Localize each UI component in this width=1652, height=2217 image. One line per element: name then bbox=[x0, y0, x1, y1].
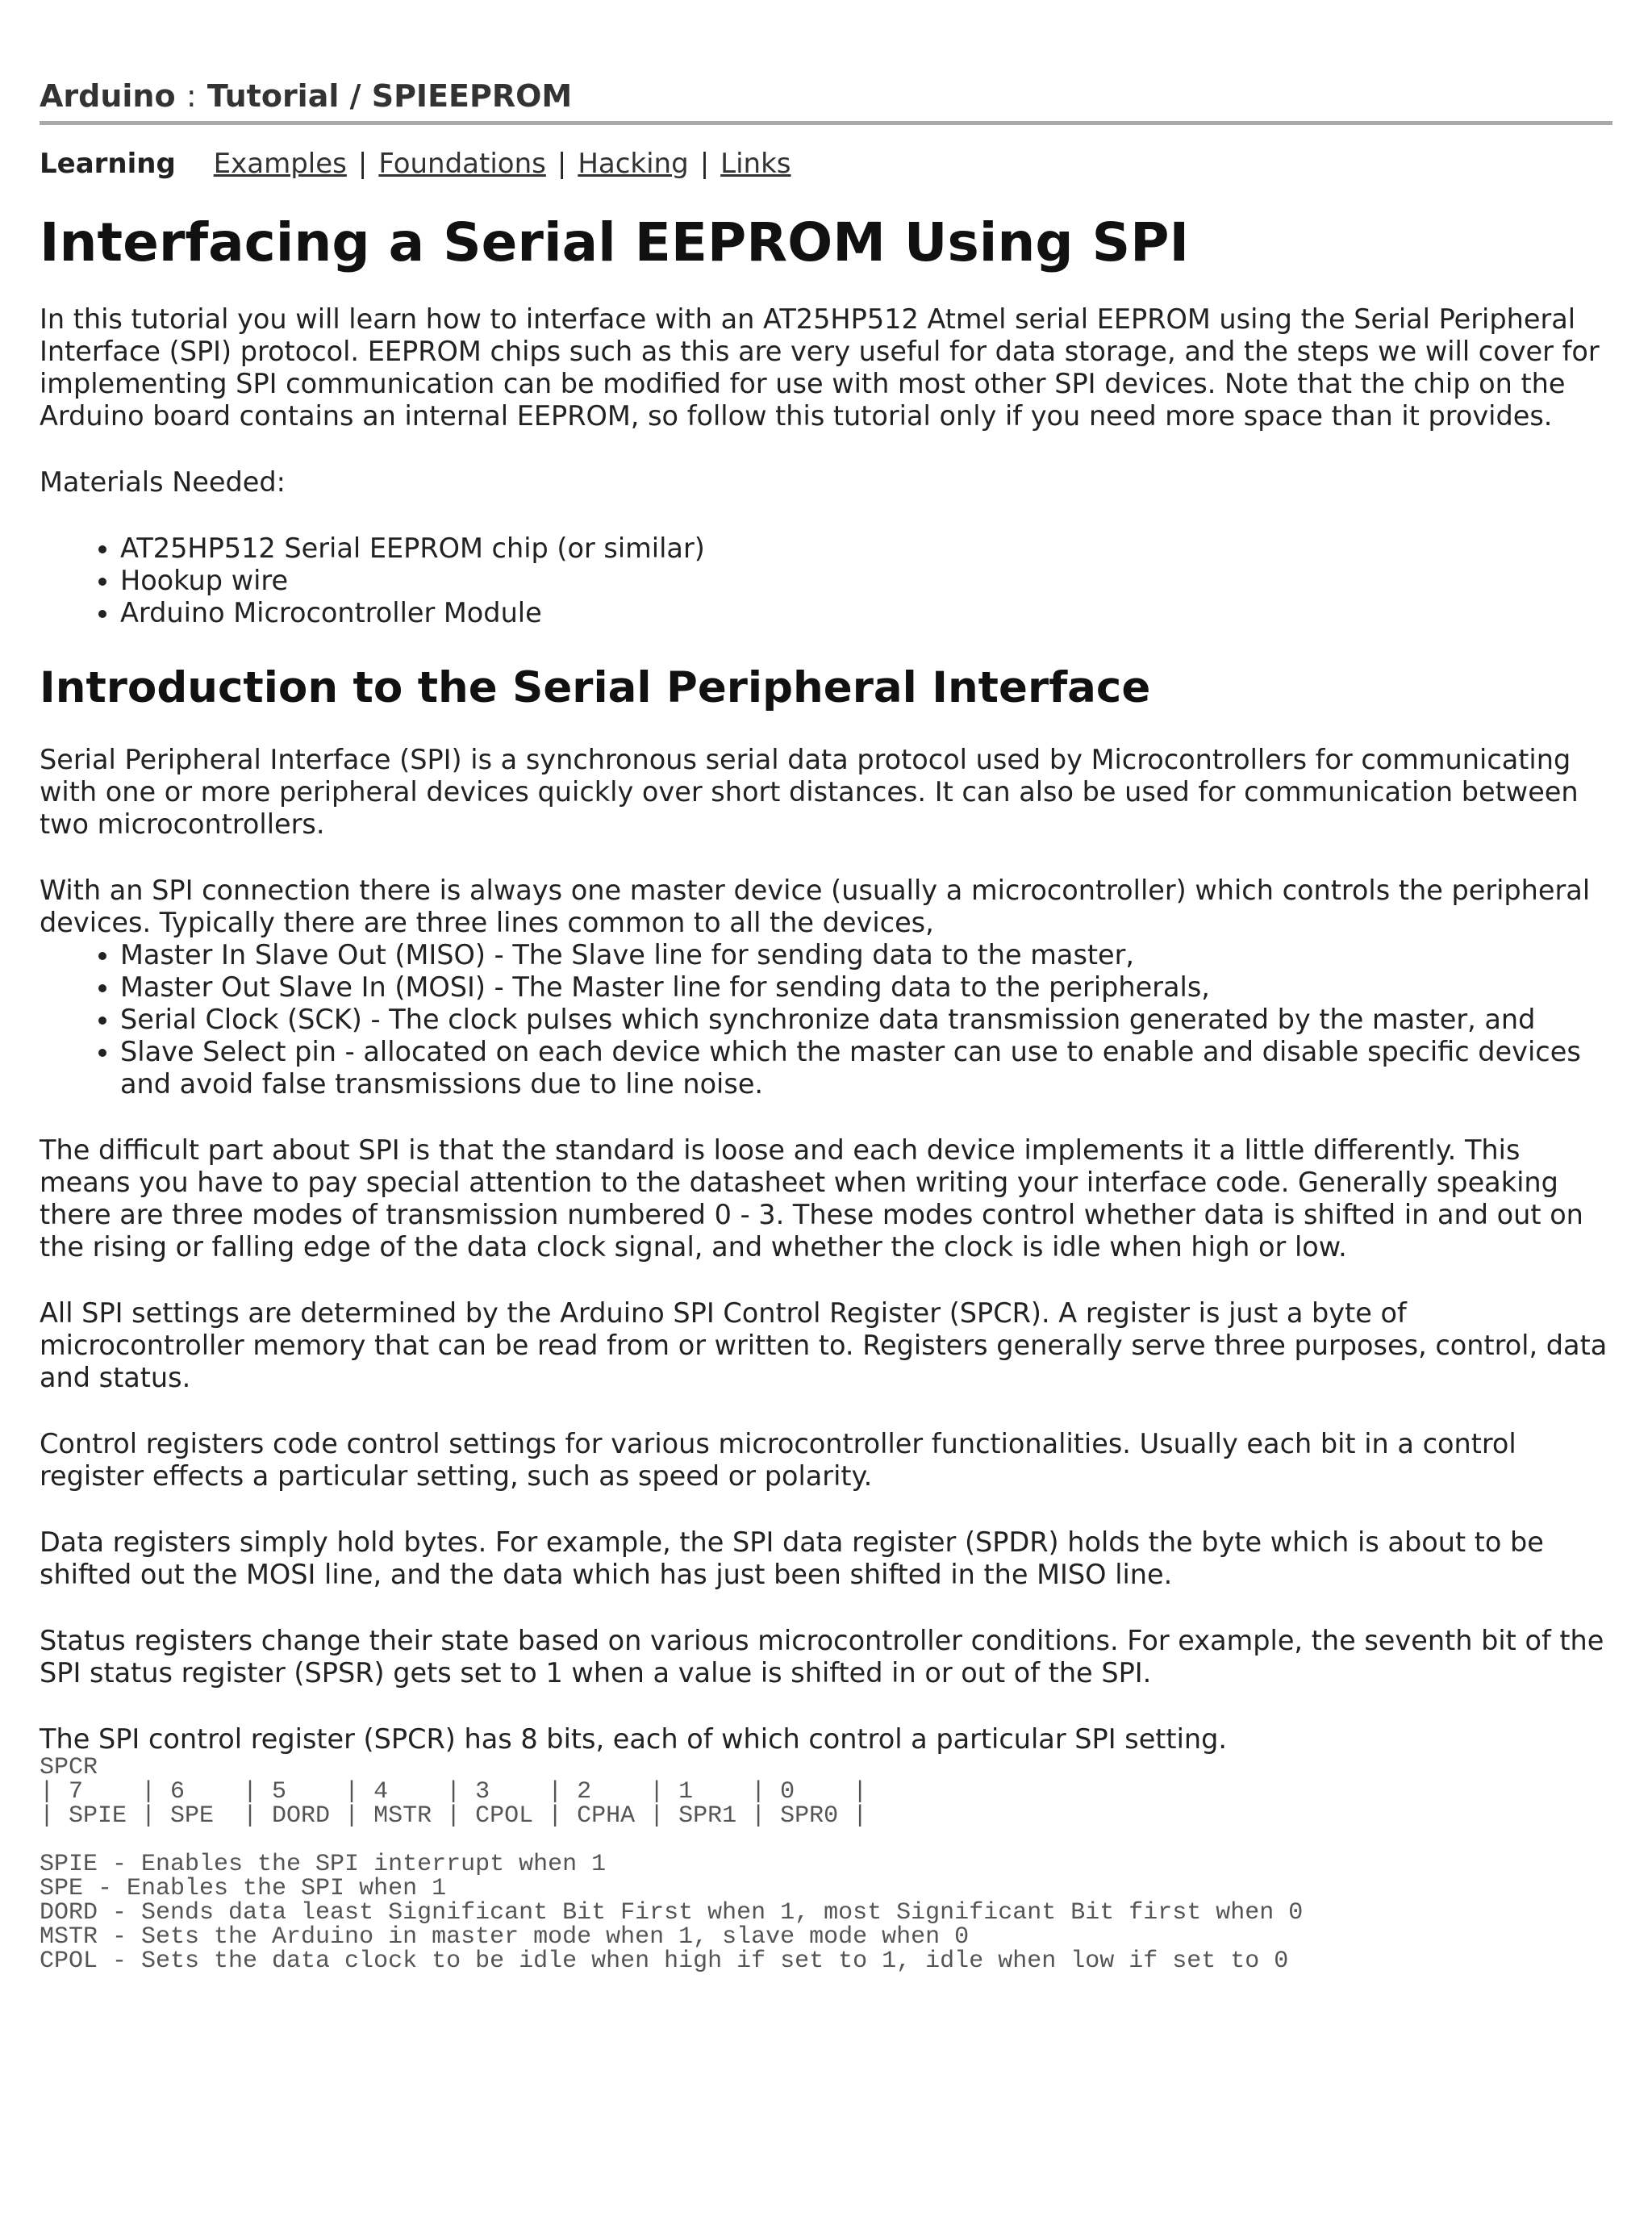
spcr-paragraph: All SPI settings are determined by the Arduino SPI Control Register (SPCR). A register is just a byte of microcontroller memory that can be read from or written to. Registers generally serve three purposes, control, data and status. bbox=[40, 1297, 1608, 1394]
list-item: • Slave Select pin - allocated on each device which the master can use to enable and disable specific devices and avoid false transmissions due to line noise. bbox=[120, 1036, 1612, 1100]
master-device-paragraph: With an SPI connection there is always one master device (usually a microcontroller) which controls the peripheral devices. Typically there are three lines common to all the devices, bbox=[40, 875, 1591, 939]
status-registers-paragraph: Status registers change their state based on various microcontroller conditions. For example, the seventh bit of the SPI status register (SPSR) gets set to 1 when a value is shifted in or out of the SPI. bbox=[40, 1625, 1604, 1689]
register-name: SPCR bbox=[40, 1754, 98, 1782]
register-code-block bbox=[40, 1754, 1612, 1976]
register-description: MSTR - Sets the Arduino in master mode when 1, slave mode when 0 bbox=[40, 1923, 970, 1952]
register-bits-row: | 7 | 6 | 5 | 4 | 3 | 2 | 1 | 0 | bbox=[40, 1778, 868, 1806]
spcr-bits-paragraph: The SPI control register (SPCR) has 8 bits, each of which control a particular SPI setting. bbox=[40, 1723, 1228, 1756]
nav-separator: | bbox=[699, 147, 710, 180]
list-item: • Master In Slave Out (MISO) - The Slave line for sending data to the master, bbox=[120, 939, 1612, 971]
learning-nav bbox=[40, 148, 1612, 181]
nav-link-foundations[interactable]: Foundations bbox=[378, 147, 546, 180]
section-heading: Introduction to the Serial Peripheral Interface bbox=[40, 663, 1151, 713]
register-description: CPOL - Sets the data clock to be idle when high if set to 1, idle when low if set to 0 bbox=[40, 1948, 1289, 1976]
nav-link-examples[interactable]: Examples bbox=[213, 147, 347, 180]
control-registers-paragraph: Control registers code control settings for various microcontroller functionalities. Usually each bit in a control register effects a particular setting, such as speed or polarity. bbox=[40, 1428, 1516, 1493]
register-description: DORD - Sends data least Significant Bit First when 1, most Significant Bit first when 0 bbox=[40, 1899, 1304, 1927]
page-title: Interfacing a Serial EEPROM Using SPI bbox=[40, 211, 1190, 274]
section-path[interactable]: Tutorial / SPIEEPROM bbox=[206, 78, 573, 114]
nav-separator: | bbox=[357, 147, 368, 180]
header-separator: : bbox=[186, 78, 197, 114]
nav-link-links[interactable]: Links bbox=[720, 147, 791, 180]
list-item: • Hookup wire bbox=[120, 565, 1612, 597]
intro-paragraph: In this tutorial you will learn how to interface with an AT25HP512 Atmel serial EEPROM using the Serial Peripheral Interface (SPI) protocol. EEPROM chips such as this are very useful for data storage, and the steps we will cover for implementing SPI communication can be modified for use with most other SPI devices. Note that the chip on the Arduino board contains an internal EEPROM, so follow this tutorial only if you need more space than it provides. bbox=[40, 303, 1600, 432]
data-registers-paragraph: Data registers simply hold bytes. For example, the SPI data register (SPDR) holds the byte which is about to be shifted out the MOSI line, and the data which has just been shifted in the MISO line. bbox=[40, 1526, 1544, 1591]
register-names-row: | SPIE | SPE | DORD | MSTR | CPOL | CPHA | SPR1 | SPR0 | bbox=[40, 1802, 868, 1831]
code-gap bbox=[40, 1828, 1612, 1852]
materials-label: Materials Needed: bbox=[40, 466, 286, 499]
nav-link-hacking[interactable]: Hacking bbox=[578, 147, 689, 180]
register-description: SPE - Enables the SPI when 1 bbox=[40, 1875, 447, 1903]
spi-lines-list bbox=[40, 939, 1612, 1100]
site-name[interactable]: Arduino bbox=[40, 78, 176, 114]
page bbox=[0, 78, 1652, 1976]
register-description: SPIE - Enables the SPI interrupt when 1 bbox=[40, 1851, 607, 1879]
list-item: • AT25HP512 Serial EEPROM chip (or similar) bbox=[120, 532, 1612, 565]
modes-paragraph: The difficult part about SPI is that the standard is loose and each device implements it a little differently. This means you have to pay special attention to the datasheet when writing your interface code. Generally speaking there are three modes of transmission numbered 0 - 3. These modes control whether data is shifted in and out on the rising or falling edge of the data clock signal, and whether the clock is idle when high or low. bbox=[40, 1134, 1583, 1263]
nav-label: Learning bbox=[40, 147, 176, 180]
nav-separator: | bbox=[557, 147, 567, 180]
site-header bbox=[40, 79, 1612, 125]
spi-overview-paragraph: Serial Peripheral Interface (SPI) is a synchronous serial data protocol used by Microcontrollers for communicating with one or more peripheral devices quickly over short distances. It can also be used for communication between two microcontrollers. bbox=[40, 744, 1579, 841]
list-item: • Arduino Microcontroller Module bbox=[120, 597, 1612, 629]
list-item: • Serial Clock (SCK) - The clock pulses which synchronize data transmission generated by the master, and bbox=[120, 1004, 1612, 1036]
list-item: • Master Out Slave In (MOSI) - The Master line for sending data to the peripherals, bbox=[120, 971, 1612, 1004]
materials-list bbox=[40, 532, 1612, 629]
